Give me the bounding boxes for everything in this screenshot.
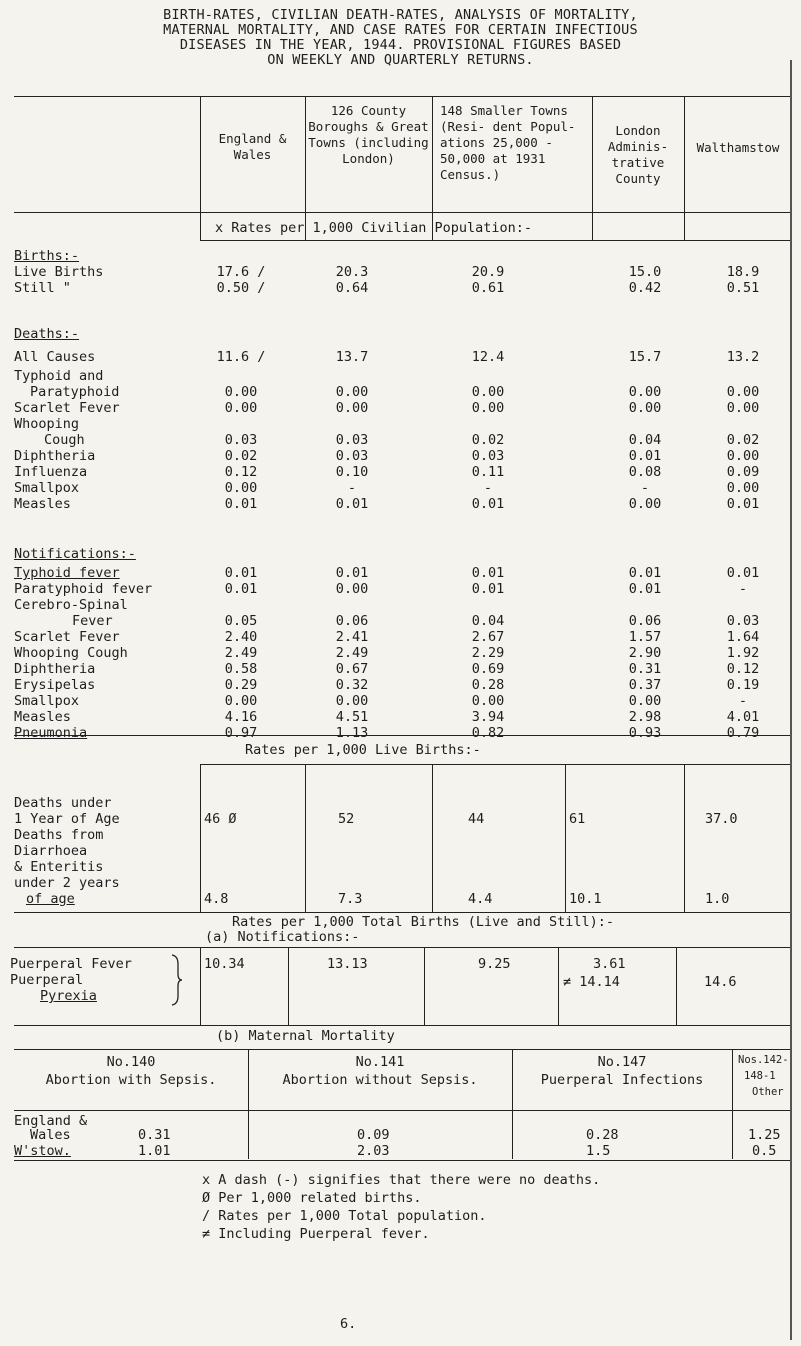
row-value-cb: 0.03 (335, 432, 369, 448)
row-value-wal: - (738, 693, 748, 709)
col-header-county-boroughs: 126 County Boroughs & Great Towns (including London) (308, 103, 429, 166)
row-value-lon: 2.90 (628, 645, 662, 661)
row-value-ew: 0.01 (224, 496, 258, 512)
row-value-wal: 1.64 (726, 629, 760, 645)
row-label: Erysipelas (14, 677, 96, 693)
row-value-lon: 0.01 (628, 581, 662, 597)
puerperal-pyrexia-wal: 14.6 (704, 974, 737, 990)
infant-label-7: of age (26, 891, 75, 907)
row-value-lon: 0.01 (628, 448, 662, 464)
row-label: All Causes (14, 349, 96, 365)
row-label: Scarlet Fever (14, 629, 120, 645)
row-value-ew: 0.29 (224, 677, 258, 693)
col-divider-3 (432, 96, 433, 240)
infant-under1-ew: 46 Ø (204, 811, 237, 827)
row-value-cb: 20.3 (335, 264, 369, 280)
row-value-wal: 0.19 (726, 677, 760, 693)
row-label: Diphtheria (14, 661, 96, 677)
row-value-ew: 0.00 (224, 400, 258, 416)
puerperal-col-divider-4 (558, 947, 559, 1025)
row-label: Live Births (14, 264, 104, 280)
row-value-cb: 0.06 (335, 613, 369, 629)
maternal-row2-label: W'stow. (14, 1143, 71, 1159)
maternal-row2-col-1: 1.01 (138, 1143, 171, 1159)
maternal-col-2-name: Abortion without Sepsis. (282, 1072, 478, 1088)
row-value-wal: 1.92 (726, 645, 760, 661)
maternal-col-4-other: Other (752, 1086, 784, 1098)
row-value-ew: 0.00 (224, 693, 258, 709)
col-header-walthamstow: Walthamstow (696, 140, 780, 155)
maternal-col-4-no: Nos.142- (738, 1054, 789, 1066)
row-value-lon: 0.00 (628, 384, 662, 400)
row-value-ew: 0.00 (224, 384, 258, 400)
footnote-2: Ø Per 1,000 related births. (202, 1190, 422, 1206)
row-value-wal: 0.02 (726, 432, 760, 448)
row-label: Typhoid and (14, 368, 104, 384)
row-value-st: 0.69 (471, 661, 505, 677)
maternal-top-rule (14, 1049, 790, 1050)
title-line-4: ON WEEKLY AND QUARTERLY RETURNS. (267, 52, 534, 68)
infant-under1-lon: 61 (569, 811, 586, 827)
row-value-st: 0.03 (471, 448, 505, 464)
maternal-row1-label-1: England & (14, 1113, 88, 1129)
row-value-cb: 0.01 (335, 565, 369, 581)
row-value-ew: 0.00 (224, 480, 258, 496)
row-value-ew: 0.01 (224, 581, 258, 597)
row-value-cb: - (347, 480, 357, 496)
row-label: Cough (44, 432, 85, 448)
row-value-lon: 0.00 (628, 496, 662, 512)
row-value-st: 0.01 (471, 581, 505, 597)
header-bottom-rule (14, 212, 790, 213)
col-divider-4 (592, 96, 593, 240)
row-value-wal: 0.01 (726, 565, 760, 581)
row-value-st: 0.11 (471, 464, 505, 480)
maternal-row1-col-4: 1.25 (748, 1127, 781, 1143)
row-label: Typhoid fever (14, 565, 120, 581)
row-value-wal: 0.00 (726, 400, 760, 416)
row-value-wal: 0.00 (726, 384, 760, 400)
row-value-cb: 0.01 (335, 496, 369, 512)
row-value-cb: 0.64 (335, 280, 369, 296)
row-value-wal: 13.2 (726, 349, 760, 365)
row-value-cb: 4.51 (335, 709, 369, 725)
row-value-st: 0.82 (471, 725, 505, 741)
row-value-wal: - (738, 581, 748, 597)
row-value-lon: 1.57 (628, 629, 662, 645)
notifications-sub-heading: (a) Notifications:- (205, 929, 360, 945)
row-value-st: 3.94 (471, 709, 505, 725)
row-value-ew: 0.03 (224, 432, 258, 448)
row-label: Cerebro-Spinal (14, 597, 128, 613)
infant-diarrhoea-lon: 10.1 (569, 891, 602, 907)
infant-diarrhoea-wal: 1.0 (705, 891, 730, 907)
col-header-london: London Adminis- trative County (607, 123, 669, 186)
row-value-lon: 0.00 (628, 400, 662, 416)
row-label: Whooping (14, 416, 80, 432)
rates-section-end-rule (14, 735, 790, 736)
row-value-ew: 0.02 (224, 448, 258, 464)
row-value-cb: 0.03 (335, 448, 369, 464)
puerperal-pyrexia-lon: ≠ 14.14 (563, 974, 620, 990)
maternal-row2-col-4: 0.5 (752, 1143, 777, 1159)
row-label: Diphtheria (14, 448, 96, 464)
row-value-st: 0.01 (471, 565, 505, 581)
row-value-lon: 0.06 (628, 613, 662, 629)
table-top-rule (14, 96, 790, 97)
maternal-col-1-name: Abortion with Sepsis. (45, 1072, 217, 1088)
rates-banner: x Rates per 1,000 Civilian Population:- (215, 220, 532, 236)
maternal-row1-label-2: Wales (30, 1127, 71, 1143)
maternal-row2-col-2: 2.03 (357, 1143, 390, 1159)
maternal-col-3-name: Puerperal Infections (540, 1072, 704, 1088)
row-value-st: 0.00 (471, 384, 505, 400)
row-value-lon: 0.93 (628, 725, 662, 741)
infant-label-6: under 2 years (14, 875, 120, 891)
row-value-cb: 13.7 (335, 349, 369, 365)
infant-diarrhoea-cb: 7.3 (338, 891, 363, 907)
infant-label-1: Deaths under (14, 795, 112, 811)
maternal-row1-col-1: 0.31 (138, 1127, 171, 1143)
row-value-lon: 0.01 (628, 565, 662, 581)
puerperal-fever-ew: 10.34 (204, 956, 245, 972)
row-value-st: 2.67 (471, 629, 505, 645)
row-value-st: 0.00 (471, 693, 505, 709)
row-value-st: 0.01 (471, 496, 505, 512)
row-value-lon: 0.42 (628, 280, 662, 296)
row-value-wal: 4.01 (726, 709, 760, 725)
total-births-banner: Rates per 1,000 Total Births (Live and Still):- (232, 914, 615, 930)
row-value-lon: 15.0 (628, 264, 662, 280)
row-value-lon: 0.37 (628, 677, 662, 693)
puerperal-label-3: Pyrexia (40, 988, 97, 1004)
row-label: Influenza (14, 464, 88, 480)
row-value-ew: 0.58 (224, 661, 258, 677)
row-value-ew: 0.97 (224, 725, 258, 741)
infant-label-4: Diarrhoea (14, 843, 88, 859)
maternal-col-3-no: No.147 (597, 1054, 647, 1070)
infant-under1-wal: 37.0 (705, 811, 738, 827)
maternal-row2-col-3: 1.5 (586, 1143, 611, 1159)
infant-col-divider-4 (565, 764, 566, 912)
row-label: Measles (14, 709, 71, 725)
puerperal-fever-cb: 13.13 (327, 956, 368, 972)
row-value-wal: 0.00 (726, 480, 760, 496)
row-value-wal: 0.12 (726, 661, 760, 677)
maternal-header-rule (14, 1110, 790, 1111)
maternal-heading: (b) Maternal Mortality (216, 1028, 395, 1044)
row-value-st: - (483, 480, 493, 496)
row-value-st: 0.04 (471, 613, 505, 629)
row-value-ew: 2.40 (224, 629, 258, 645)
infant-label-2: 1 Year of Age (14, 811, 120, 827)
row-value-st: 0.28 (471, 677, 505, 693)
row-label: Fever (72, 613, 113, 629)
infant-col-divider-5 (684, 764, 685, 912)
puerperal-label-1: Puerperal Fever (10, 956, 132, 972)
col-header-england-wales: England & Wales (218, 131, 287, 162)
col-divider-1 (200, 96, 201, 240)
row-label: Smallpox (14, 480, 80, 496)
row-value-ew: 0.12 (224, 464, 258, 480)
row-value-cb: 1.13 (335, 725, 369, 741)
row-value-lon: 2.98 (628, 709, 662, 725)
row-label: Whooping Cough (14, 645, 128, 661)
infant-diarrhoea-ew: 4.8 (204, 891, 229, 907)
row-value-cb: 0.00 (335, 384, 369, 400)
row-value-lon: 0.31 (628, 661, 662, 677)
births-heading: Births:- (14, 248, 80, 264)
row-value-st: 0.02 (471, 432, 505, 448)
live-births-rule (200, 764, 790, 765)
infant-under1-st: 44 (468, 811, 485, 827)
page-number: 6. (340, 1316, 357, 1332)
row-value-wal: 0.00 (726, 448, 760, 464)
col-divider-5 (684, 96, 685, 240)
col-header-smaller-towns: 148 Smaller Towns (Resi- dent Popul- ations 25,000 - 50,000 at 1931 Census.) (440, 103, 576, 182)
row-value-lon: 0.04 (628, 432, 662, 448)
row-label: Smallpox (14, 693, 80, 709)
maternal-col-divider-3 (732, 1049, 733, 1159)
row-value-st: 12.4 (471, 349, 505, 365)
maternal-col-4-range: 148-1 (744, 1070, 776, 1082)
puerperal-fever-st: 9.25 (478, 956, 511, 972)
row-value-cb: 0.00 (335, 400, 369, 416)
row-label: Paratyphoid fever (14, 581, 153, 597)
row-value-ew: 17.6 / (216, 264, 266, 280)
row-value-wal: 0.01 (726, 496, 760, 512)
puerperal-brace (170, 954, 184, 1006)
row-value-wal: 0.79 (726, 725, 760, 741)
row-value-cb: 0.00 (335, 693, 369, 709)
row-value-cb: 0.67 (335, 661, 369, 677)
infant-label-3: Deaths from (14, 827, 104, 843)
puerperal-bottom-rule (14, 1025, 790, 1026)
row-value-cb: 0.10 (335, 464, 369, 480)
row-label: Pneumonia (14, 725, 88, 741)
row-value-lon: - (640, 480, 650, 496)
row-value-ew: 2.49 (224, 645, 258, 661)
infant-col-divider-1 (200, 764, 201, 912)
row-value-st: 0.00 (471, 400, 505, 416)
row-value-wal: 18.9 (726, 264, 760, 280)
page-edge-shadow (790, 60, 792, 1340)
infant-col-divider-3 (432, 764, 433, 912)
row-value-ew: 0.05 (224, 613, 258, 629)
puerperal-label-2: Puerperal (10, 972, 84, 988)
title-line-1: BIRTH-RATES, CIVILIAN DEATH-RATES, ANALYSIS OF MORTALITY, (163, 7, 638, 23)
maternal-col-2-no: No.141 (355, 1054, 405, 1070)
puerperal-col-divider-5 (676, 947, 677, 1025)
maternal-row1-col-2: 0.09 (357, 1127, 390, 1143)
puerperal-col-divider-2 (288, 947, 289, 1025)
row-label: Still " (14, 280, 71, 296)
row-label: Measles (14, 496, 71, 512)
deaths-heading: Deaths:- (14, 326, 80, 342)
puerperal-fever-lon: 3.61 (593, 956, 626, 972)
title-line-3: DISEASES IN THE YEAR, 1944. PROVISIONAL FIGURES BASED (179, 37, 622, 53)
infant-bottom-rule (14, 912, 790, 913)
infant-under1-cb: 52 (338, 811, 355, 827)
maternal-col-1-no: No.140 (106, 1054, 156, 1070)
row-value-lon: 0.00 (628, 693, 662, 709)
row-value-lon: 15.7 (628, 349, 662, 365)
row-value-st: 20.9 (471, 264, 505, 280)
row-value-st: 0.61 (471, 280, 505, 296)
col-divider-2 (305, 96, 306, 240)
footnote-3: / Rates per 1,000 Total population. (202, 1208, 487, 1224)
rates-banner-rule (200, 240, 790, 241)
infant-col-divider-2 (305, 764, 306, 912)
row-value-wal: 0.03 (726, 613, 760, 629)
row-value-lon: 0.08 (628, 464, 662, 480)
row-value-cb: 0.00 (335, 581, 369, 597)
row-value-ew: 11.6 / (216, 349, 266, 365)
row-value-wal: 0.51 (726, 280, 760, 296)
row-label: Paratyphoid (30, 384, 120, 400)
puerperal-col-divider-3 (424, 947, 425, 1025)
footnote-4: ≠ Including Puerperal fever. (202, 1226, 430, 1242)
row-value-ew: 4.16 (224, 709, 258, 725)
row-value-cb: 2.49 (335, 645, 369, 661)
footnote-1: x A dash (-) signifies that there were no deaths. (202, 1172, 601, 1188)
notifications-heading: Notifications:- (14, 546, 136, 562)
puerperal-top-rule (14, 947, 790, 948)
infant-diarrhoea-st: 4.4 (468, 891, 493, 907)
title-line-2: MATERNAL MORTALITY, AND CASE RATES FOR CERTAIN INFECTIOUS (163, 22, 638, 38)
row-label: Scarlet Fever (14, 400, 120, 416)
maternal-bottom-rule (14, 1160, 790, 1161)
maternal-row1-col-3: 0.28 (586, 1127, 619, 1143)
row-value-wal: 0.09 (726, 464, 760, 480)
row-value-cb: 0.32 (335, 677, 369, 693)
live-births-banner: Rates per 1,000 Live Births:- (245, 742, 481, 758)
puerperal-col-divider-1 (200, 947, 201, 1025)
infant-label-5: & Enteritis (14, 859, 104, 875)
row-value-st: 2.29 (471, 645, 505, 661)
row-value-ew: 0.01 (224, 565, 258, 581)
row-value-cb: 2.41 (335, 629, 369, 645)
row-value-ew: 0.50 / (216, 280, 266, 296)
